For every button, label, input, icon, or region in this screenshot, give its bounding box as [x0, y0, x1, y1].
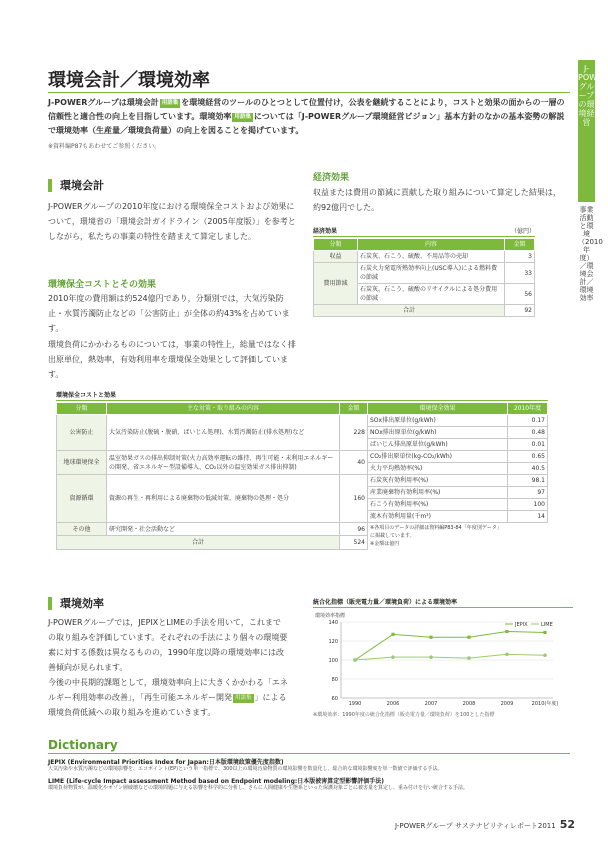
chart-svg	[313, 610, 573, 710]
accounting-p3: 環境負荷にかかわるものについては，事業の特性上，総量ではなく排出原単位，熱効率，有効利用率を環境保全効果として評価しています。	[48, 340, 296, 379]
table-row: NOx排出原単位(g/kWh) 0.48	[57, 427, 548, 439]
y-tick-label: 120	[328, 639, 338, 645]
legend-label: LIME	[541, 622, 553, 628]
lead-b: を環境経営のツールのひとつとして位置付け，公表を継続することにより，コストと効果の面からの一層の信頼性と適合性の向上を目指しています。環境効率	[48, 98, 565, 121]
chart-title: 統合化指標（販売電力量／環境負荷）による環境効率	[313, 597, 573, 608]
x-tick-label: 2007	[424, 701, 438, 707]
table-row: 合計 92	[314, 305, 535, 317]
dictionary-item-lime: LIME (Life-cycle Impact assessment Method based on Endpoint modeling:日本版被害算定型影響評価手法)	[48, 778, 385, 785]
data-point-jepix	[543, 631, 546, 634]
side-index-text: 事業活動と環境（2010年度）／環境会計／環境効率	[578, 206, 603, 302]
table-row: 石炭灰、石こう、硫酸のリサイクルによる処分費用の節減 56	[314, 284, 535, 305]
header-content: 内容	[358, 239, 505, 251]
table-row: 費用節減 石炭火力発電所熱効率向上(USC導入)による燃料費の節減 33	[314, 263, 535, 284]
accounting-p2: 2010年度の費用額は約524億円であり，分類別では，大気汚染防止・水質汚濁防止などの「公害防止」が全体の約43%を占めています。	[48, 294, 290, 333]
cost-footnotes: ※各項目のデータの詳細は資料編P83-84「年度別データ」に掲載しています。 ※金額は億円	[370, 525, 502, 547]
y-tick-label: 80	[331, 677, 338, 683]
y-tick-label: 100	[328, 658, 338, 664]
table-row: 石こう有効利用率(%) 100	[57, 499, 548, 511]
data-point-lime	[391, 655, 395, 659]
legend-label: JEPIX	[515, 622, 528, 628]
chart-note: ※環境効率：1990年度の統合化指標（販売電力量／環境負荷）を100とした指標	[313, 712, 495, 718]
x-tick-label: 2009	[500, 701, 514, 707]
dictionary-desc-jepix: 大気汚染や水質汚濁などの環境影響を、エコポイント(EP)という単一指標で、300以上の環境汚染物質の環境影響を数量化し、総合的な環境影響度を単一数値で評価する手法。	[48, 766, 443, 772]
lead-c: については「J-POWERグループ環境経営ビジョン」基本方針のなかの基本姿勢の解説で環境効率（生産量／環境負荷量）の向上を図ることを掲げています。	[48, 112, 565, 135]
reference-note: ※資料編P87もあわせてご参照ください。	[48, 143, 161, 150]
header-category: 分類	[314, 239, 358, 251]
page-number: 52	[559, 818, 575, 831]
data-point-lime	[467, 656, 471, 660]
economic-table	[313, 226, 535, 317]
table-row: 地球環境保全 温室効果ガスの排出抑制対策(火力高効率運転の維持、再生可能・未利用エネルギーの開発、省エネルギー型設備導入、CO₂以外の温室効果ガス排出抑制) 40 CO₂排出原単位(kg-CO₂/kWh) 0.65	[57, 451, 548, 463]
cost-header-effect: 環境保全効果	[368, 403, 508, 415]
efficiency-p2: 今後の中長期的課題として，環境効率向上に大きくかかわる「エネルギー利用効率の改善」，「再生可能エネルギー開発 用語集 」による環境負荷低減への取り組みを進めていきます。	[48, 678, 288, 717]
table-row: 流木有効利用量(千m³) 14	[57, 511, 548, 523]
dictionary-desc-lime: 環境負荷物質が、温暖化やオゾン層破壊などの環境問題に与える影響を科学的に分析し、さらに人間健康や生態系といった保護対象ごとに被害量を算定し、重み付けを行い統合する手法。	[48, 785, 469, 791]
data-point-lime	[543, 653, 547, 657]
cost-header-year: 2010年度	[508, 403, 548, 415]
table-row: 公害防止 大気汚染防止(脱硫・脱硝、ばいじん処理)、水質汚濁防止(排水処理)など 228 SOx排出原単位(g/kWh) 0.17	[57, 415, 548, 427]
glossary-tag: 用語集	[161, 100, 179, 106]
dictionary-title: Dictionary	[48, 738, 570, 754]
x-tick-label: 1990	[348, 701, 362, 707]
dictionary-box	[48, 738, 570, 792]
dictionary-item-jepix: JEPIX (Environmental Priorities Index for Japan:日本版環境政策優先度指数)	[48, 759, 284, 766]
data-point-jepix	[505, 630, 508, 633]
x-tick-label: 2006	[386, 701, 400, 707]
table-row: 産業廃棄物有効利用率(%) 97	[57, 487, 548, 499]
data-point-lime	[505, 653, 509, 657]
efficiency-p1: J-POWERグループでは，JEPIXとLIMEの手法を用いて，これまでの取り組みを評価しています。それぞれの手法により個々の環境要素に対する係数は異なるものの，1990年度以降の環境効率には改善傾向が見られます。	[48, 618, 288, 672]
cost-header-content: 主な対策・取り組みの内容	[107, 403, 340, 415]
footer	[395, 818, 575, 831]
table-row: ばいじん排出原単位(g/kWh) 0.01	[57, 439, 548, 451]
side-index	[578, 60, 608, 392]
cost-header-amount: 金額	[340, 403, 368, 415]
series-line-lime	[355, 654, 545, 660]
header-amount: 金額	[505, 239, 535, 251]
table-row: 資源循環 資源の再生・再利用による廃棄物の低減対策、廃棄物の処理・処分 160 石炭灰有効利用率(%) 98.1	[57, 475, 548, 487]
glossary-tag-3: 用語集	[235, 695, 252, 701]
data-point-lime	[353, 658, 357, 662]
cost-caption: 環境保全コストと効果	[56, 390, 548, 401]
footer-report: J-POWERグループ サステナビリティレポート2011	[395, 822, 556, 830]
table-row: 収益 石炭灰、石こう、硫酸、不用品等の売却 3	[314, 251, 535, 263]
glossary-tag-2: 用語集	[234, 114, 251, 120]
y-tick-label: 60	[331, 696, 338, 702]
cost-header-category: 分類	[57, 403, 107, 415]
section-heading-accounting: 環境会計	[48, 179, 104, 192]
economic-p: 収益または費用の節減に貢献した取り組みについて算定した結果は，約92億円でした。	[313, 188, 561, 212]
accounting-p1: J-POWERグループの2010年度における環境保全コストおよび効果について，環境省の「環境会計ガイドライン（2005年度版）」を参考としながら，私たちの事業の特性を踏まえて算定しました。	[48, 202, 296, 241]
cost-effect-table	[56, 390, 548, 550]
x-tick-label: 2008	[462, 701, 476, 707]
side-index-green: J-POWERグループの環境経営	[578, 60, 595, 202]
data-point-jepix	[467, 636, 470, 639]
lead-a: J-POWERグループは環境会計	[48, 98, 159, 107]
series-line-jepix	[355, 632, 545, 661]
title-rule	[48, 92, 570, 93]
subheading-economic: 経済効果	[313, 173, 350, 183]
lead-paragraph	[48, 96, 570, 138]
x-tick-label: 2010(年度)	[531, 701, 559, 707]
data-point-lime	[429, 655, 433, 659]
table-row: その他 研究開発・社会活動など 96 ※各項目のデータの詳細は資料編P83-84「年度別データ」に掲載しています。 ※金額は億円	[57, 523, 548, 536]
data-point-jepix	[429, 636, 432, 639]
efficiency-chart	[313, 597, 573, 732]
page-title: 環境会計／環境効率	[48, 70, 210, 91]
economic-caption: 経済効果 （億円）	[313, 228, 535, 235]
table-row: 合計 524	[57, 536, 548, 549]
section-heading-efficiency: 環境効率	[48, 597, 104, 610]
data-point-jepix	[391, 633, 394, 636]
y-tick-label: 140	[328, 620, 338, 626]
y-axis-label: 環境効率指標	[315, 613, 346, 619]
subheading-cost-effect: 環境保全コストとその効果	[48, 280, 157, 290]
table-row: 火力平均熱効率(%) 40.5	[57, 463, 548, 475]
